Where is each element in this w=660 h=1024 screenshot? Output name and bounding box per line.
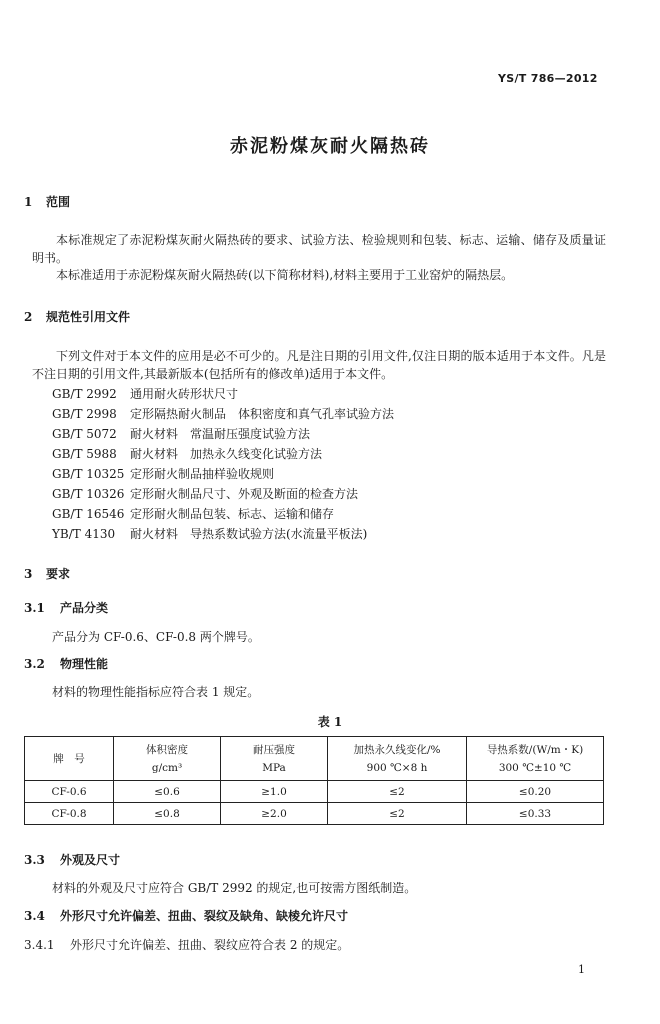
reference-title: 定形耐火制品尺寸、外观及断面的检查方法	[130, 487, 359, 501]
normative-references-intro: 下列文件对于本文件的应用是必不可少的。凡是注日期的引用文件,仅注日期的版本适用于本文件。凡是不注日期的引用文件,其最新版本(包括所有的修改单)适用于本文件。	[32, 349, 606, 381]
reference-title: 定形耐火制品抽样验收规则	[130, 467, 275, 481]
header-compressive-strength: 耐压强度 MPa	[221, 737, 328, 781]
physical-properties-table	[24, 736, 604, 825]
reference-item	[52, 405, 394, 422]
section-3-2-heading	[24, 655, 108, 672]
reference-item	[52, 505, 334, 522]
table-row	[25, 781, 604, 803]
header-thermal-conductivity: 导热系数/(W/m・K) 300 ℃±10 ℃	[467, 737, 604, 781]
reference-title: 通用耐火砖形状尺寸	[130, 387, 239, 401]
reference-code: GB/T 2998	[52, 407, 117, 421]
table-cell: ≤0.8	[114, 803, 221, 825]
table-cell: ≥1.0	[221, 781, 328, 803]
reference-item	[52, 485, 358, 502]
scope-paragraph-2: 本标准适用于赤泥粉煤灰耐火隔热砖(以下简称材料),材料主要用于工业窑炉的隔热层。	[56, 268, 514, 282]
header-bulk-density: 体积密度 g/cm³	[114, 737, 221, 781]
table-header-row	[25, 737, 604, 781]
standard-code: YS/T 786—2012	[498, 72, 598, 85]
section-number: 3.4	[24, 909, 45, 923]
clause-text: 外形尺寸允许偏差、扭曲、裂纹应符合表 2 的规定。	[70, 938, 350, 952]
section-3-3-text: 材料的外观及尺寸应符合 GB/T 2992 的规定,也可按需方图纸制造。	[52, 881, 417, 895]
table-cell: ≤0.6	[114, 781, 221, 803]
table-cell: ≥2.0	[221, 803, 328, 825]
reference-code: GB/T 5988	[52, 447, 117, 461]
section-title: 要求	[46, 567, 71, 581]
section-number: 2	[24, 310, 33, 324]
reference-item	[52, 445, 322, 462]
header-linear-change: 加热永久线变化/% 900 ℃×8 h	[328, 737, 467, 781]
reference-title: 定形耐火制品包装、标志、运输和储存	[130, 507, 335, 521]
reference-item	[52, 425, 310, 442]
section-3-4-1-text	[24, 936, 349, 953]
reference-code: GB/T 10326	[52, 487, 125, 501]
table-caption: 表 1	[317, 715, 343, 729]
section-title: 范围	[46, 195, 71, 209]
table-cell: ≤2	[328, 803, 467, 825]
section-title: 规范性引用文件	[46, 310, 131, 324]
reference-title: 耐火材料 常温耐压强度试验方法	[130, 427, 311, 441]
section-number: 1	[24, 195, 33, 209]
document-title: 赤泥粉煤灰耐火隔热砖	[230, 136, 430, 157]
section-number: 3	[24, 567, 33, 581]
section-3-1-heading	[24, 599, 108, 616]
reference-item	[52, 465, 274, 482]
table-cell: ≤0.33	[467, 803, 604, 825]
section-3-4-heading	[24, 907, 348, 924]
reference-title: 耐火材料 导热系数试验方法(水流量平板法)	[130, 527, 368, 541]
section-3-heading	[24, 565, 70, 582]
section-number: 3.2	[24, 657, 45, 671]
reference-code: GB/T 16546	[52, 507, 125, 521]
table-cell: CF-0.8	[25, 803, 114, 825]
table-cell: ≤2	[328, 781, 467, 803]
scope-paragraph-1: 本标准规定了赤泥粉煤灰耐火隔热砖的要求、试验方法、检验规则和包装、标志、运输、储存及质量证明书。	[32, 233, 606, 265]
table-cell: CF-0.6	[25, 781, 114, 803]
table-row	[25, 803, 604, 825]
page-number: 1	[578, 963, 585, 976]
section-title: 物理性能	[60, 657, 109, 671]
table-cell: ≤0.20	[467, 781, 604, 803]
section-3-1-text: 产品分为 CF-0.6、CF-0.8 两个牌号。	[52, 630, 260, 644]
reference-code: GB/T 10325	[52, 467, 125, 481]
reference-code: GB/T 2992	[52, 387, 117, 401]
section-title: 产品分类	[60, 601, 109, 615]
section-3-2-text: 材料的物理性能指标应符合表 1 规定。	[52, 685, 260, 699]
reference-item	[52, 525, 367, 542]
header-grade: 牌 号	[25, 737, 114, 781]
reference-code: GB/T 5072	[52, 427, 117, 441]
section-number: 3.3	[24, 853, 45, 867]
section-title: 外形尺寸允许偏差、扭曲、裂纹及缺角、缺棱允许尺寸	[60, 909, 349, 923]
section-number: 3.1	[24, 601, 45, 615]
section-number: 3.4.1	[24, 938, 55, 952]
section-2-heading	[24, 308, 130, 325]
reference-title: 定形隔热耐火制品 体积密度和真气孔率试验方法	[130, 407, 395, 421]
reference-title: 耐火材料 加热永久线变化试验方法	[130, 447, 323, 461]
section-3-3-heading	[24, 851, 120, 868]
section-1-heading	[24, 193, 70, 210]
section-title: 外观及尺寸	[60, 853, 121, 867]
reference-code: YB/T 4130	[52, 527, 116, 541]
reference-item	[52, 385, 238, 402]
